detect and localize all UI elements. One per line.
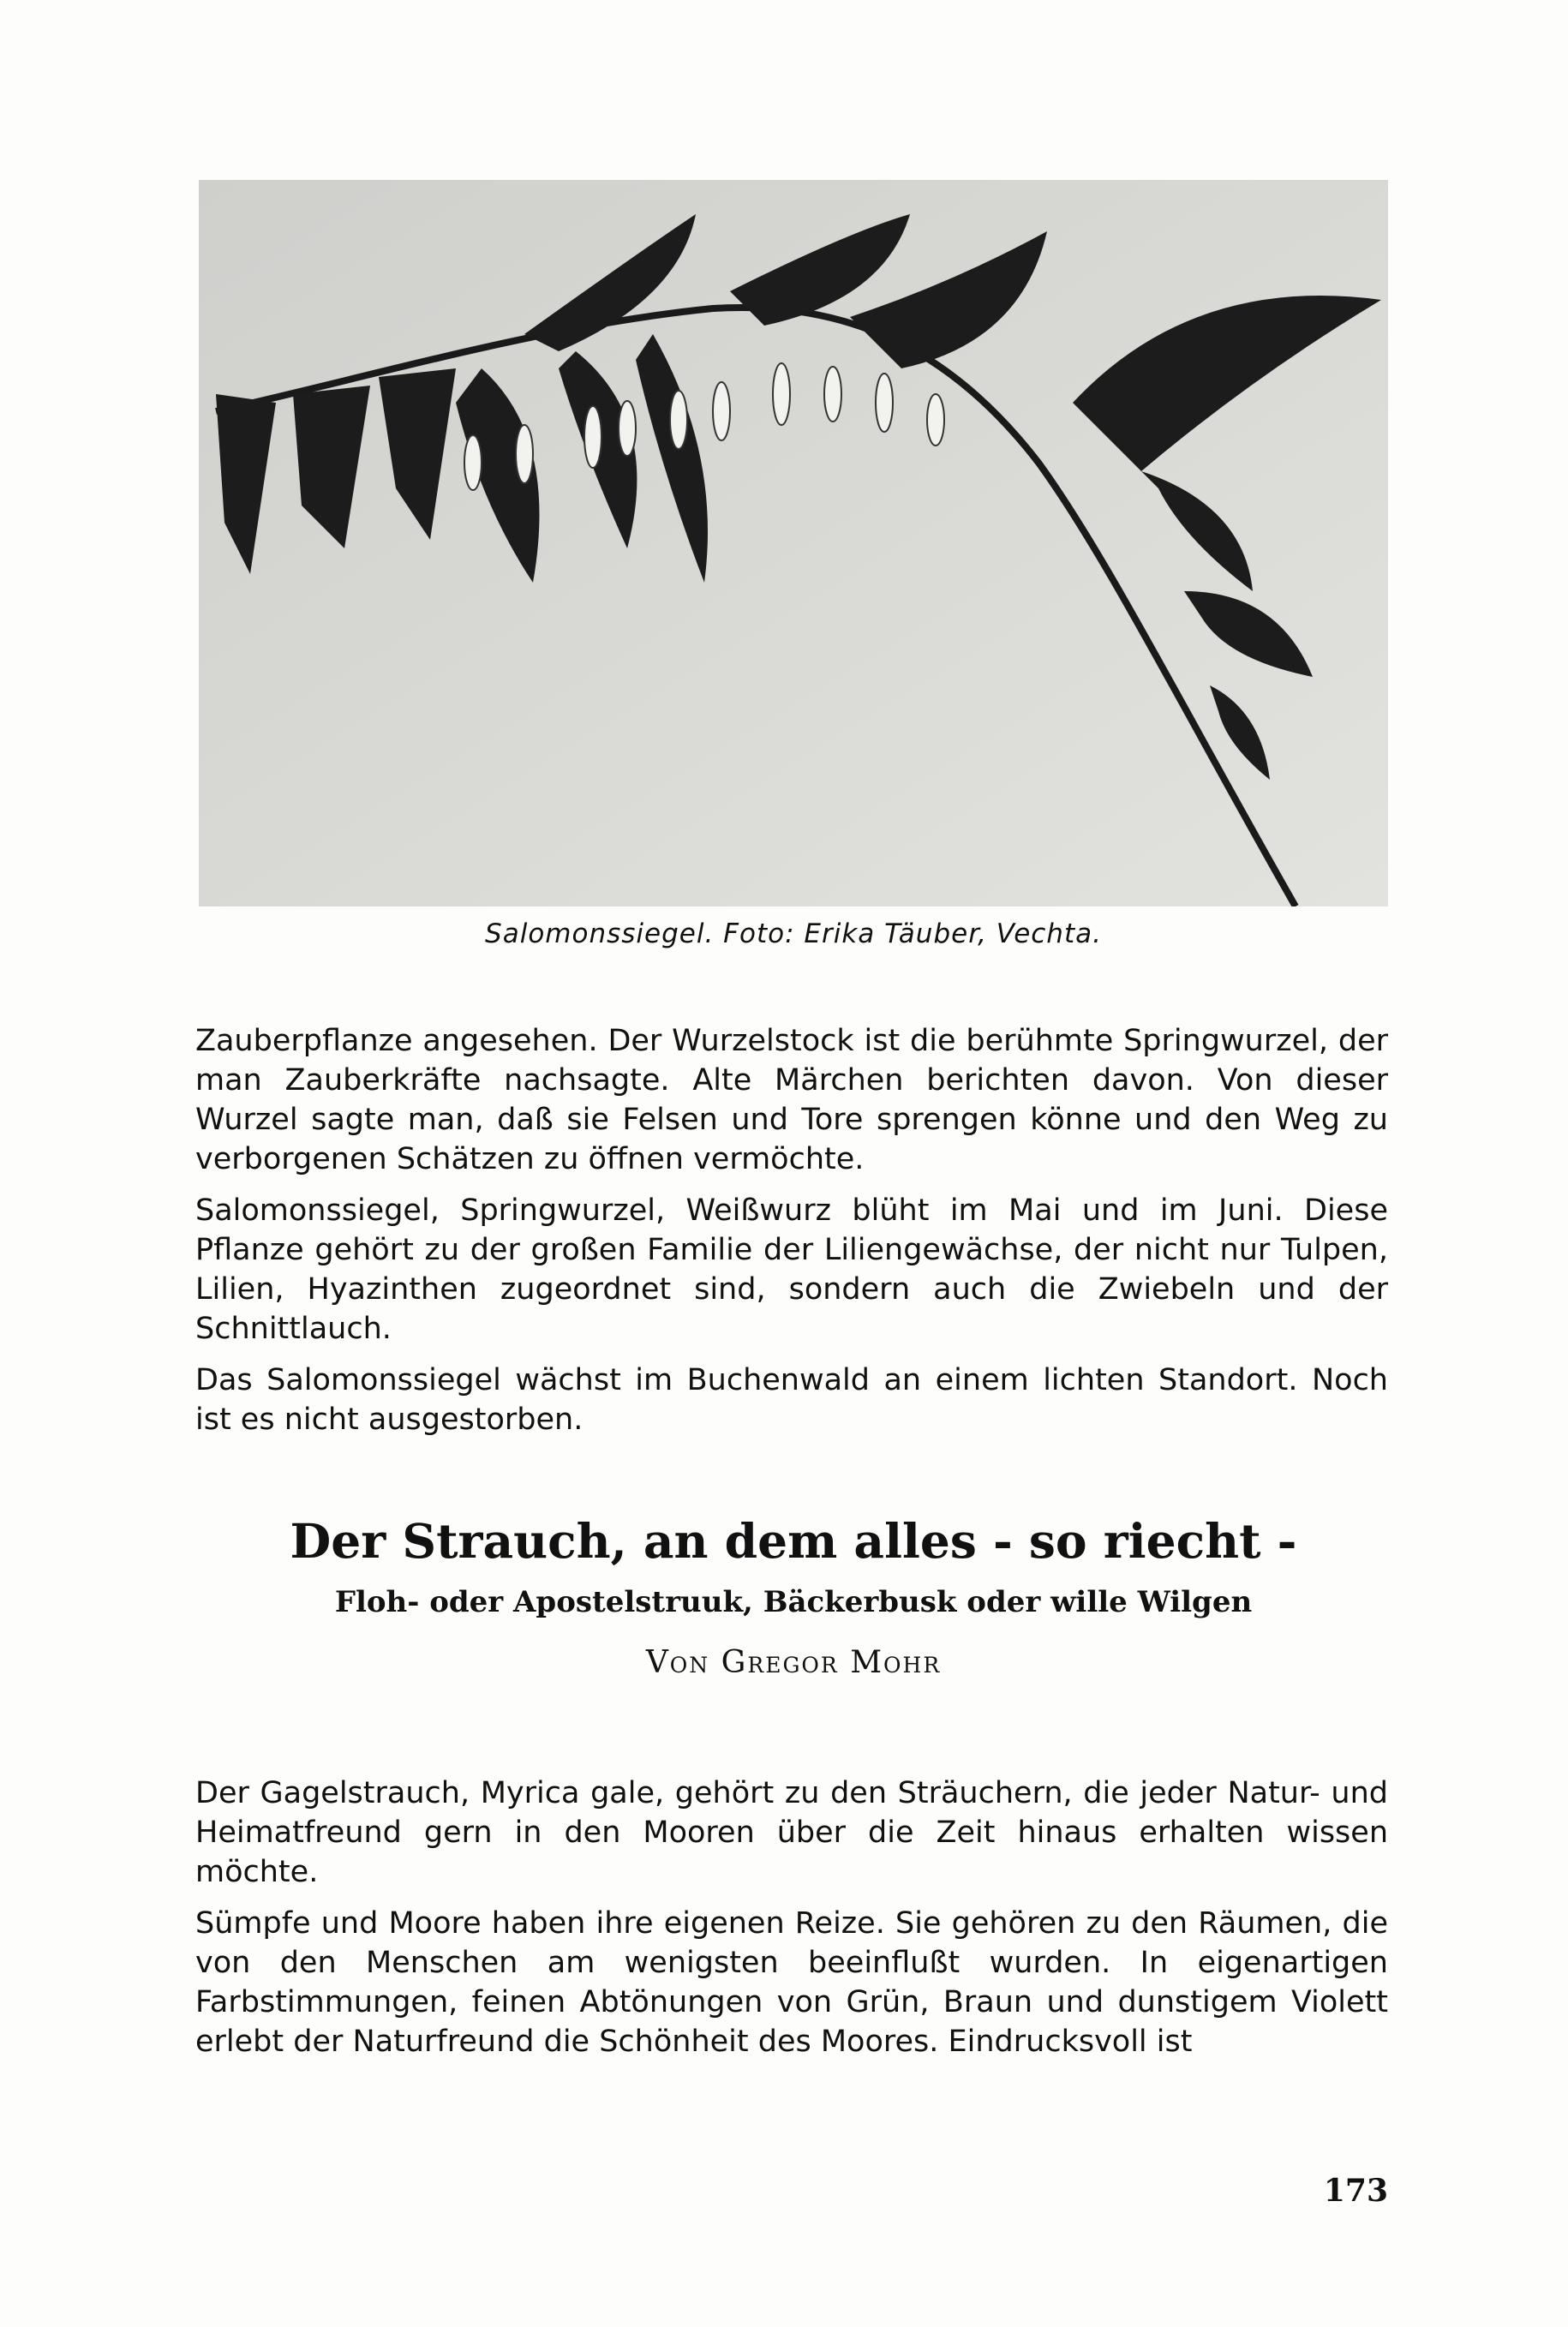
paragraph: Sümpfe und Moore haben ihre eigenen Reize. Sie gehören zu den Räumen, die von den Menschen am wenigsten beeinflußt wurden. In eigenartigen Farbstimmungen, feinen Abtönungen von Grün, Braun und dunstigem Violett erlebt der Naturfreund die Schönheit des Moores. Eindrucksvoll ist (195, 1906, 1388, 2059)
photo-caption: Salomonssiegel. Foto: Erika Täuber, Vechta. (485, 918, 1102, 949)
paragraph: Salomonssiegel, Springwurzel, Weißwurz blüht im Mai und im Juni. Diese Pflanze gehört zu der großen Familie der Liliengewächse, der nicht nur Tulpen, Lilien, Hyazinthen zugeordnet sind, sondern auch die Zwiebeln und der Schnittlauch. (195, 1193, 1388, 1346)
plant-illustration (199, 180, 1388, 906)
article-subtitle: Floh- oder Apostelstruuk, Bäckerbusk oder wille Wilgen (334, 1585, 1253, 1619)
article-author: Von Gregor Mohr (645, 1645, 942, 1680)
page-number: 173 (1323, 2173, 1388, 2209)
article2-body (195, 1774, 1388, 2073)
paragraph: Der Gagelstrauch, Myrica gale, gehört zu den Sträuchern, die jeder Natur- und Heimatfreund gern in den Mooren über die Zeit hinaus erhalten wissen möchte. (195, 1776, 1388, 1889)
article1-body (195, 1021, 1388, 1451)
photo-salomonssiegel (199, 180, 1388, 906)
paragraph: Das Salomonssiegel wächst im Buchenwald an einem lichten Standort. Noch ist es nicht ausgestorben. (195, 1363, 1388, 1437)
paragraph: Zauberpflanze angesehen. Der Wurzelstock ist die berühmte Springwurzel, der man Zauberkräfte nachsagte. Alte Märchen berichten davon. Von dieser Wurzel sagte man, daß sie Felsen und Tore sprengen könne und den Weg zu verborgenen Schätzen zu öffnen vermöchte. (195, 1024, 1388, 1176)
article-title: Der Strauch, an dem alles - so riecht - (290, 1513, 1297, 1569)
